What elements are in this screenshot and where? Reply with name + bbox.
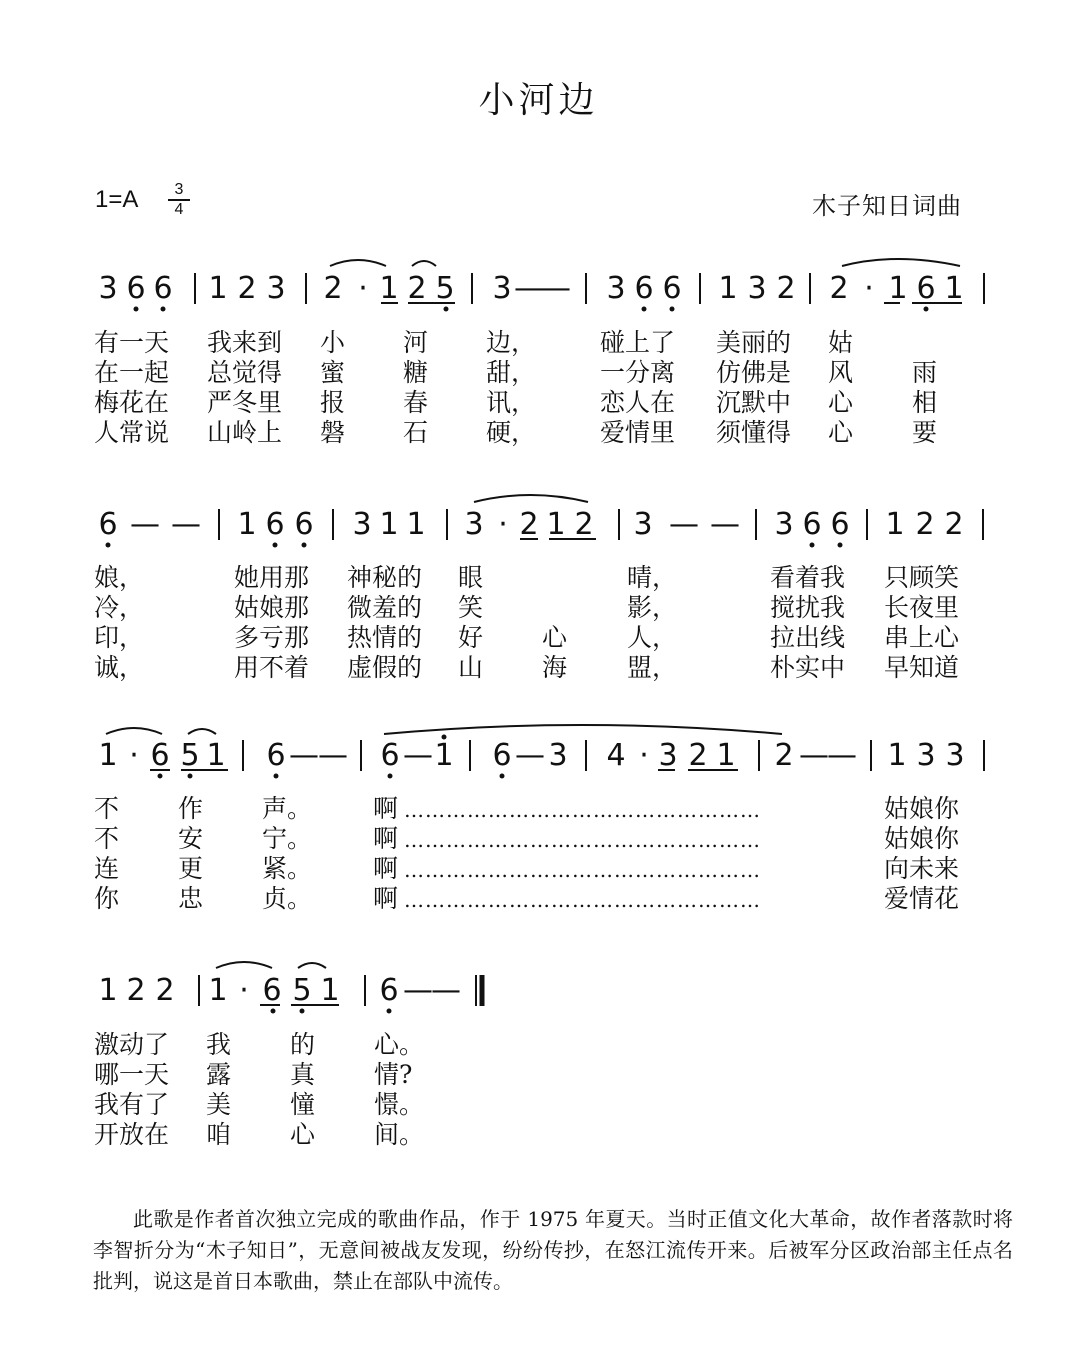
note-digit: 1 [208,271,228,306]
note-digit: 6 [662,271,682,306]
lyric-verse3: 美 [206,1090,232,1119]
note-digit: 1 [320,973,340,1008]
note-digit: 1 [434,738,454,773]
lyric-verse4: 硬， [486,418,537,447]
lyric-verse3: 拉出线 [770,623,846,652]
note-digit: 2 [774,738,794,773]
note-digit: 3 [98,271,118,306]
dash-extension: — [514,271,544,306]
dash-extension: — [799,738,829,773]
lyric-verse4: 盟， [627,653,678,682]
lyric-verse2: 影， [627,593,678,622]
low-octave-dot [388,774,393,779]
note-digit: 6 [262,973,282,1008]
lyric-verse4: 山岭上 [207,418,283,447]
low-octave-dot [158,774,163,779]
lyric-verse3: 连 [94,854,120,883]
lyric-verse1: 碰上了 [600,328,676,357]
tie [474,495,588,502]
note-digit: 2 [944,507,964,542]
lyric-verse2: 露 [206,1060,232,1089]
lyric-verse4: 用不着 [234,653,310,682]
note-digit: 3 [945,738,965,773]
tie [216,962,272,968]
lyric-verse1: 有一天 [94,328,170,357]
lyric-verse1: 河 [403,328,429,357]
note-digit: 2 [126,973,146,1008]
note-digit: 1 [208,973,228,1008]
lyric-verse2: 在一起 [94,358,170,387]
dash-extension: — [130,507,160,542]
note-digit: 6 [266,738,286,773]
note-digit: 6 [153,271,173,306]
low-octave-dot [273,543,278,548]
note-digit: 3 [633,507,653,542]
lyric-verse2: 总觉得 [207,358,283,387]
low-octave-dot [188,774,193,779]
lyric-verse3: 憬。 [374,1090,425,1119]
note-digit: 3 [548,738,568,773]
note-digit: 6 [126,271,146,306]
note-digit: 5 [435,271,455,306]
note-digit: 2 [829,271,849,306]
lyric-verse2: 仿佛是 [716,358,792,387]
lyric-verse3: 憧 [290,1090,316,1119]
lyric-verse3: 沉默中 [716,388,792,417]
note-digit: 6 [830,507,850,542]
note-digit: 3 [266,271,286,306]
lyric-verse3: 相 [912,388,938,417]
lyric-verse1: 晴， [627,563,678,592]
dash-extension: — [541,271,571,306]
dot-augmentation: · [358,271,368,306]
low-octave-dot [642,307,647,312]
lyric-verse1: 啊 [373,794,399,823]
dash-extension: — [403,738,433,773]
lyric-verse2: 姑娘那 [234,593,310,622]
lyric-verse2: 安 [178,824,204,853]
note-digit: 2 [776,271,796,306]
lyric-verse3: 严冬里 [207,388,283,417]
lyric-verse4: 磐 [320,418,346,447]
dash-extension: — [827,738,857,773]
lyric-verse2: 哪一天 [94,1060,170,1089]
lyric-verse1: 激动了 [94,1030,170,1059]
lyric-verse3: 梅花在 [94,388,170,417]
lyric-verse4: 爱情里 [600,418,676,447]
key-signature: 1=A [95,186,139,213]
note-digit: 2 [155,973,175,1008]
lyric-verse1: 我来到 [207,328,283,357]
lyric-verse2: 雨 [912,358,938,387]
tie [412,261,436,266]
note-digit: 2 [407,271,427,306]
dash-extension: — [403,973,433,1008]
note-digit: 4 [606,738,626,773]
song-title: 小河边 [478,80,599,121]
lyric-verse2: 真 [290,1060,316,1089]
low-octave-dot [300,1009,305,1014]
note-digit: 6 [265,507,285,542]
lyric-verse3: 热情的 [347,623,423,652]
lyric-verse4: 爱情花 [884,884,960,913]
low-octave-dot [274,774,279,779]
note-digit: 1 [546,507,566,542]
lyric-verse3: 报 [320,388,346,417]
note-digit: 6 [380,738,400,773]
lyric-verse2: 风 [828,358,854,387]
lyric-verse2: 一分离 [600,358,676,387]
tie [188,729,216,734]
tie [384,725,782,734]
note-digit: 1 [98,973,118,1008]
lyric-verse1: 小 [320,328,346,357]
dash-extension: — [289,738,319,773]
note-digit: 3 [352,507,372,542]
dot-augmentation: · [129,738,139,773]
lyric-verse2: 笑 [458,593,484,622]
note-digit: 1 [716,738,736,773]
lyric-verse1: 姑 [828,328,854,357]
dash-extension: — [669,507,699,542]
low-octave-dot [810,543,815,548]
lyric-verse1: 眼 [458,563,484,592]
lyric-verse1: 她用那 [234,563,310,592]
note-digit: 5 [180,738,200,773]
note-digit: 6 [802,507,822,542]
low-octave-dot [302,543,307,548]
note-digit: 5 [292,973,312,1008]
low-octave-dot [106,543,111,548]
lyric-verse1: 只顾笑 [884,563,960,592]
lyric-verse4: 啊 [373,884,399,913]
lyric-verse1: 不 [94,794,120,823]
low-octave-dot [161,307,166,312]
note-digit: 6 [916,271,936,306]
lyric-verse4: 山 [458,653,484,682]
note-digit: 2 [323,271,343,306]
lyric-verse3: 春 [403,388,429,417]
lyric-verse1: 神秘的 [347,563,423,592]
lyric-verse1: 美丽的 [716,328,792,357]
note-digit: 2 [574,507,594,542]
lyric-verse2: 糖 [403,358,429,387]
low-octave-dot [134,307,139,312]
lyric-verse4: 心 [828,418,854,447]
dash-extension: — [171,507,201,542]
note-digit: 3 [774,507,794,542]
lyric-verse3: 串上心 [884,623,960,652]
lyric-verse3: 心 [542,623,568,652]
lyric-verse1: 作 [178,794,204,823]
dot-augmentation: · [864,271,874,306]
lyric-verse3: 啊 [373,854,399,883]
tie [842,259,960,266]
lyric-verse3: 讯， [486,388,537,417]
lyric-verse2: 搅扰我 [770,593,846,622]
note-digit: 3 [464,507,484,542]
lyric-verse2: 宁。 [262,824,313,853]
ellipsis-line: …………………………………………… [404,888,761,912]
note-digit: 6 [492,738,512,773]
lyric-verse2: 情? [374,1060,413,1089]
note-digit: 1 [237,507,257,542]
lyric-verse2: 长夜里 [884,593,960,622]
lyric-verse3: 多亏那 [234,623,310,652]
lyric-verse2: 甜， [486,358,537,387]
lyric-verse4: 忠 [178,884,204,913]
lyric-verse4: 朴实中 [770,653,846,682]
author-credit: 木子知日词曲 [812,192,962,220]
low-octave-dot [387,1009,392,1014]
lyric-verse3: 好 [458,623,484,652]
lyric-verse2: 姑娘你 [884,824,960,853]
note-digit: 3 [747,271,767,306]
low-octave-dot [271,1009,276,1014]
low-octave-dot [670,307,675,312]
note-digit: 6 [98,507,118,542]
lyric-verse3: 向未来 [884,854,960,883]
note-digit: 3 [916,738,936,773]
dash-extension: — [318,738,348,773]
note-digit: 2 [915,507,935,542]
note-digit: 3 [606,271,626,306]
note-digit: 6 [634,271,654,306]
low-octave-dot [444,307,449,312]
ellipsis-line: …………………………………………… [404,828,761,852]
lyric-verse3: 人， [627,623,678,652]
ellipsis-line: …………………………………………… [404,798,761,822]
note-digit: 1 [944,271,964,306]
dot-augmentation: · [239,973,249,1008]
lyric-verse4: 咱 [206,1120,232,1149]
note-digit: 1 [98,738,118,773]
tie [330,260,386,266]
note-digit: 1 [379,507,399,542]
lyric-verse2: 蜜 [320,358,346,387]
lyric-verse3: 更 [178,854,204,883]
low-octave-dot [500,774,505,779]
lyric-verse2: 不 [94,824,120,853]
lyric-verse3: 我有了 [94,1090,170,1119]
note-digit: 2 [237,271,257,306]
lyric-verse4: 早知道 [884,653,960,682]
time-signature-numerator: 3 [168,182,190,201]
dash-extension: — [710,507,740,542]
note-digit: 1 [406,507,426,542]
lyric-verse3: 紧。 [262,854,313,883]
dot-augmentation: · [639,738,649,773]
tie [106,728,162,734]
note-digit: 1 [887,738,907,773]
lyric-verse1: 娘， [94,563,145,592]
footnote: 此歌是作者首次独立完成的歌曲作品，作于 1975 年夏天。当时正值文化大革命，故作者落款时将李智折分为“木子知日”，无意间被战友发现，纷纷传抄，在怒江流传开来。后被军分区政治部主任点名批判，说这是首日本歌曲，禁止在部队中流传。 [93,1207,1013,1293]
lyric-verse1: 姑娘你 [884,794,960,823]
lyric-verse4: 须懂得 [716,418,792,447]
note-digit: 1 [885,507,905,542]
note-digit: 3 [658,738,678,773]
note-digit: 1 [718,271,738,306]
low-octave-dot [838,543,843,548]
note-digit: 1 [888,271,908,306]
note-digit: 6 [294,507,314,542]
lyric-verse1: 声。 [262,794,313,823]
dot-augmentation: · [498,507,508,542]
note-digit: 6 [379,973,399,1008]
low-octave-dot [924,307,929,312]
note-digit: 2 [688,738,708,773]
lyric-verse4: 开放在 [94,1120,170,1149]
ellipsis-line: …………………………………………… [404,858,761,882]
lyric-verse4: 石 [403,418,429,447]
lyric-verse1: 看着我 [770,563,846,592]
lyric-verse1: 我 [206,1030,232,1059]
note-digit: 1 [206,738,226,773]
note-digit: 3 [492,271,512,306]
lyric-verse4: 要 [912,418,938,447]
lyric-verse3: 恋人在 [600,388,676,417]
time-signature-denominator: 4 [174,201,184,218]
lyric-verse4: 贞。 [262,884,313,913]
note-digit: 6 [150,738,170,773]
lyric-verse4: 间。 [374,1120,425,1149]
lyric-verse4: 你 [94,884,120,913]
lyric-verse1: 边， [486,328,537,357]
lyric-verse2: 微羞的 [347,593,423,622]
lyric-verse3: 印， [94,623,145,652]
lyric-verse1: 心。 [374,1030,425,1059]
lyric-verse3: 心 [828,388,854,417]
dash-extension: — [515,738,545,773]
lyric-verse2: 冷， [94,593,145,622]
lyric-verse4: 人常说 [94,418,170,447]
tie [298,963,326,968]
lyric-verse2: 啊 [373,824,399,853]
dash-extension: — [431,973,461,1008]
lyric-verse4: 海 [542,653,568,682]
lyric-verse4: 诚， [94,653,145,682]
lyric-verse4: 心 [290,1120,316,1149]
note-digit: 1 [379,271,399,306]
lyric-verse1: 的 [290,1030,316,1059]
note-digit: 2 [519,507,539,542]
lyric-verse4: 虚假的 [347,653,423,682]
